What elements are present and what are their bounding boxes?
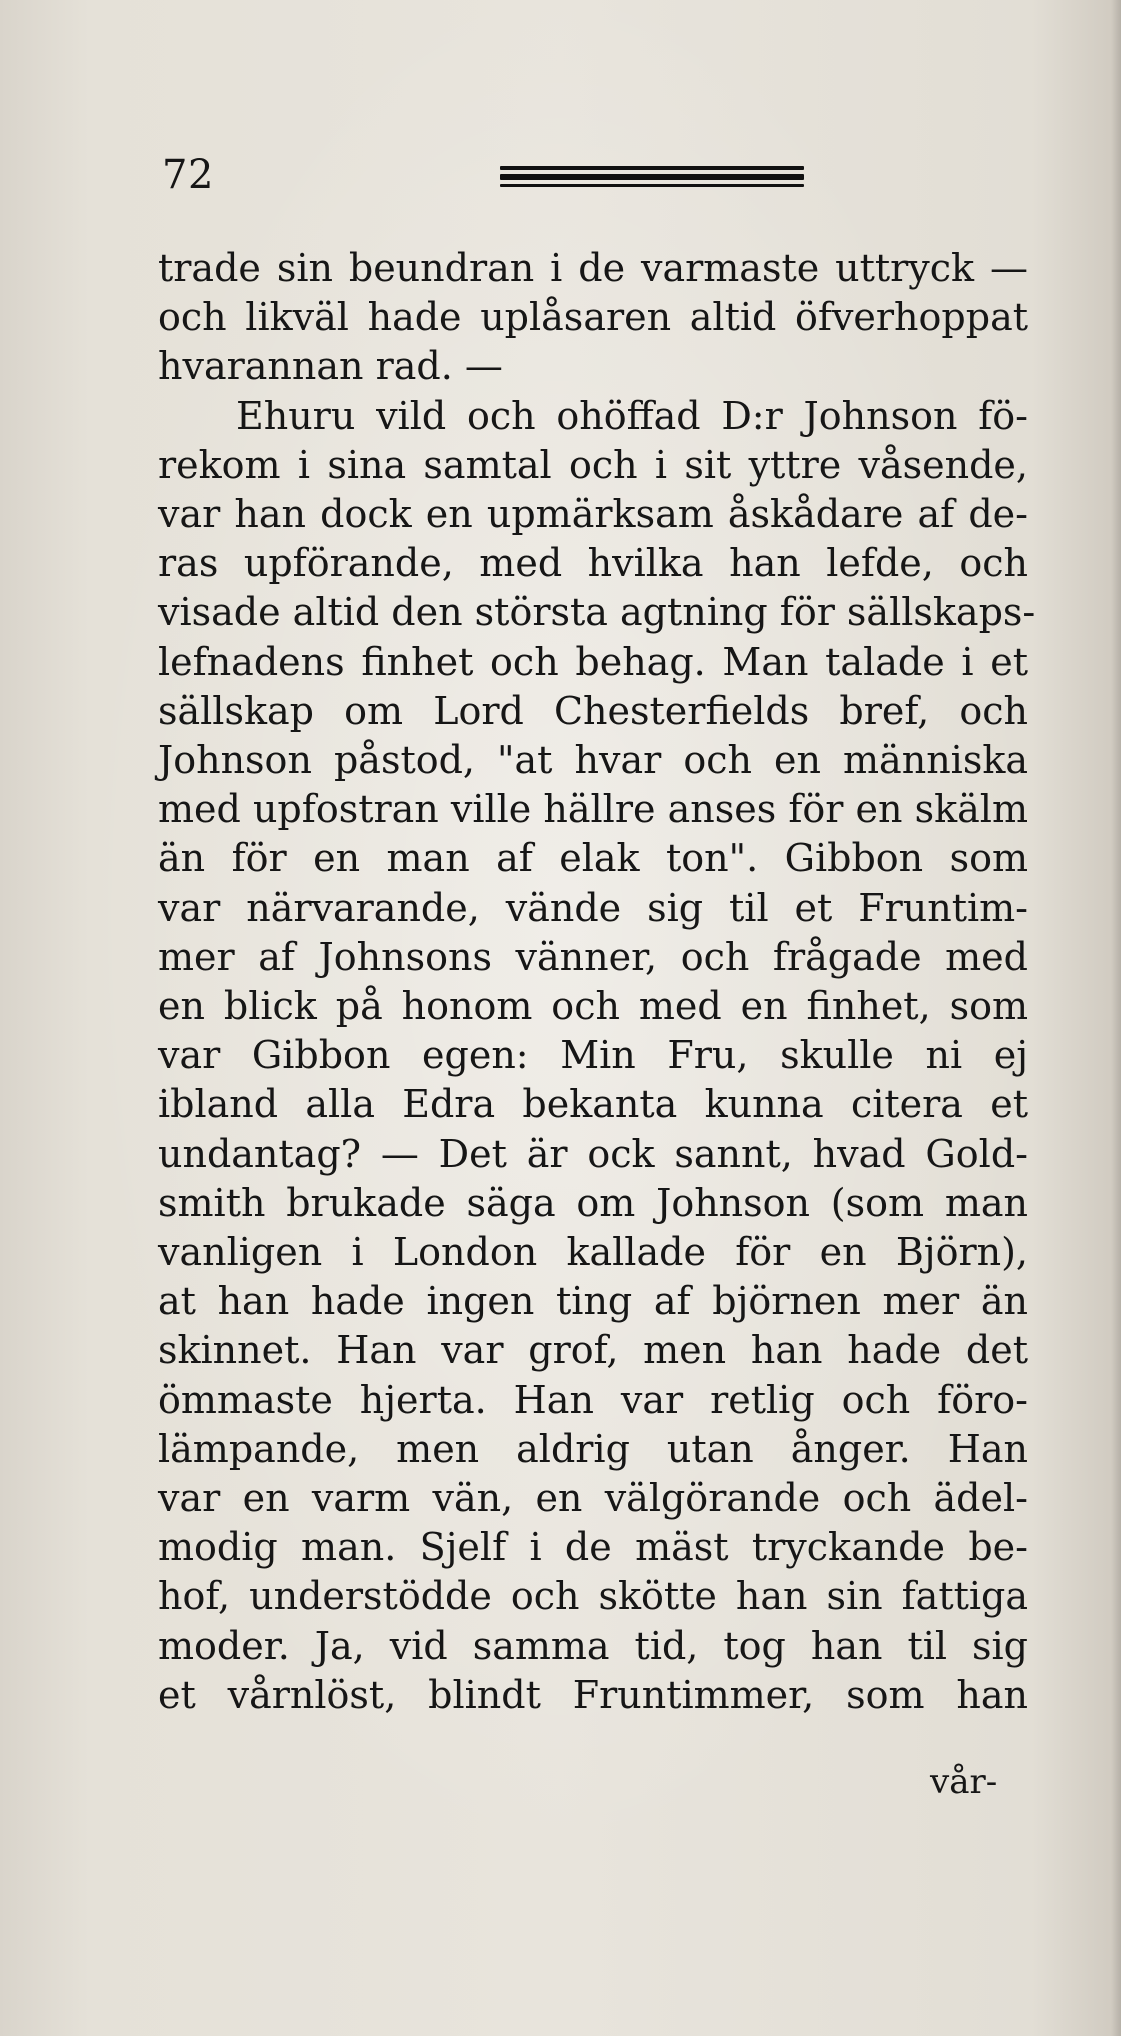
text-line: lämpande, men aldrig utan ånger. Han <box>158 1426 1028 1471</box>
text-line: at han hade ingen ting af björnen mer än <box>158 1279 1028 1324</box>
text-line: skinnet. Han var grof, men han hade det <box>158 1328 1028 1373</box>
text-line: med upfostran ville hällre anses för en skälm <box>158 787 1028 832</box>
text-line: en blick på honom och med en finhet, som <box>158 984 1028 1029</box>
text-line: var Gibbon egen: Min Fru, skulle ni ej <box>158 1033 1028 1078</box>
page-edge-shadow <box>1111 0 1121 2036</box>
body-text <box>158 244 1036 1720</box>
text-line: hvarannan rad. — <box>158 344 503 389</box>
text-line: undantag? — Det är ock sannt, hvad Gold- <box>158 1131 1028 1176</box>
ornament-line <box>500 166 804 170</box>
text-line: trade sin beundran i de varmaste uttryck — <box>158 246 1028 290</box>
text-line: var närvarande, vände sig til et Fruntim- <box>158 885 1028 930</box>
header-ornament <box>500 156 804 196</box>
text-line: moder. Ja, vid samma tid, tog han til sig <box>158 1623 1028 1668</box>
text-line: sällskap om Lord Chesterfields bref, och <box>158 688 1028 733</box>
text-line: Ehuru vild och ohöffad D:r Johnson fö- <box>236 393 1028 438</box>
text-line: modig man. Sjelf i de mäst tryckande be- <box>158 1525 1028 1570</box>
page-header <box>162 150 1042 200</box>
text-line: var han dock en upmärksam åskådare af de- <box>158 492 1028 537</box>
text-line: vanligen i London kallade för en Björn), <box>158 1230 1028 1275</box>
ornament-line <box>500 174 804 180</box>
text-line: var en varm vän, en välgörande och ädel- <box>158 1476 1028 1521</box>
text-line: ömmaste hjerta. Han var retlig och föro- <box>158 1377 1028 1422</box>
catchword: vår- <box>930 1762 998 1802</box>
text-line: hof, understödde och skötte han sin fattiga <box>158 1574 1028 1619</box>
text-line: lefnadens finhet och behag. Man talade i et <box>158 639 1028 684</box>
text-line: ras upförande, med hvilka han lefde, och <box>158 541 1028 586</box>
text-line: visade altid den största agtning för sällskaps- <box>158 590 1036 635</box>
page-number: 72 <box>162 152 214 198</box>
text-line: ibland alla Edra bekanta kunna citera et <box>158 1082 1028 1127</box>
text-line: mer af Johnsons vänner, och frågade med <box>158 934 1028 979</box>
text-line: smith brukade säga om Johnson (som man <box>158 1180 1028 1225</box>
text-line: än för en man af elak ton". Gibbon som <box>158 836 1028 881</box>
ornament-line <box>500 184 804 187</box>
text-line: rekom i sina samtal och i sit yttre våsende, <box>158 442 1028 487</box>
text-line: Johnson påstod, "at hvar och en människa <box>158 738 1028 783</box>
text-line: et vårnlöst, blindt Fruntimmer, som han <box>158 1672 1028 1717</box>
text-line: och likväl hade uplåsaren altid öfverhoppat <box>158 295 1028 340</box>
